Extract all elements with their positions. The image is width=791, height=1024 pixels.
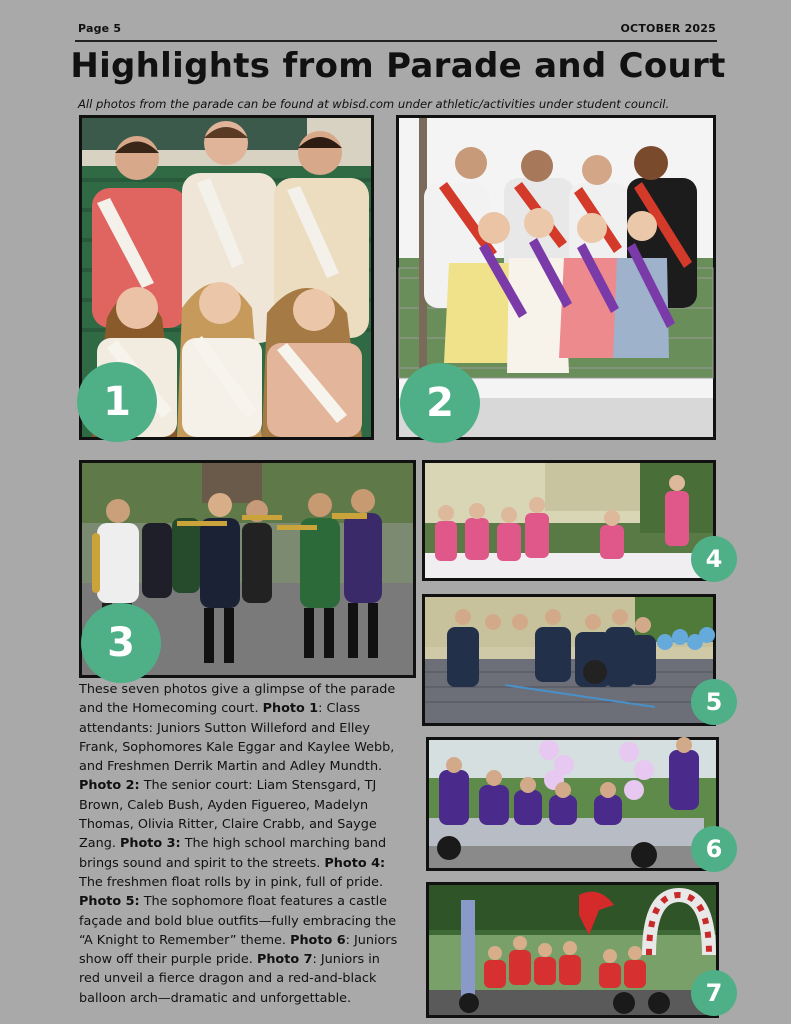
photo-5-number-badge: 5 [691, 679, 737, 725]
photo-6-junior-float [426, 737, 723, 871]
page-subtitle: All photos from the parade can be found at wbisd.com under athletic/activities under student council. [78, 97, 670, 111]
caption-photo-2-text: The senior court: Liam Stensgard, TJ Brown, Caleb Bush, Ayden Figuereo, Madelyn Thomas, Olivia Ritter, Claire Crabb, and Sayge Zang. [79, 778, 377, 852]
caption-photo-5-label: Photo 5: [79, 894, 140, 910]
caption-photo-2-label: Photo 2: [79, 778, 140, 794]
photo-1-class-attendants [79, 115, 374, 440]
page-title: Highlights from Parade and Court [70, 46, 726, 86]
header-rule [75, 40, 717, 42]
caption-intro: These seven photos give a glimpse of the parade and the Homecoming court. [79, 682, 396, 717]
caption-photo-1-label: Photo 1 [262, 701, 319, 717]
caption-photo-3-text: The high school marching band brings sound and spirit to the streets. [79, 836, 387, 871]
photo-7-image [429, 885, 716, 1015]
photo-4-number-badge: 4 [691, 536, 737, 582]
photo-4-freshmen-float [422, 460, 723, 581]
photo-7-number-badge: 7 [691, 970, 737, 1016]
photo-2-number-badge: 2 [400, 363, 480, 443]
photo-6-number-badge: 6 [691, 826, 737, 872]
caption-photo-4-label: Photo 4: [324, 855, 386, 871]
photo-3-marching-band [79, 460, 416, 678]
caption-photo-4-text: The freshmen float rolls by in pink, full of pride. [79, 874, 384, 890]
photo-6-image [429, 740, 716, 868]
issue-date: OCTOBER 2025 [620, 22, 716, 35]
photo-2-senior-court [396, 115, 716, 440]
caption-photo-3-label: Photo 3: [119, 836, 181, 852]
photo-3-number-badge: 3 [81, 603, 161, 683]
photo-7-junior-dragon [426, 882, 723, 1018]
photo-1-number-badge: 1 [77, 362, 157, 442]
page-number: Page 5 [78, 22, 122, 35]
caption-photo-7-label: Photo 7 [256, 952, 313, 968]
caption-photo-7-text: : Juniors in red unveil a fierce dragon and a red-and-black balloon arch—dramatic and unforgettable. [79, 952, 380, 1006]
caption-photo-1-text: : Class attendants: Juniors Sutton Willeford and Elley Frank, Sophomores Kale Eggar and Kaylee Webb, and Freshmen Derrik Martin and Adley Mundth. [79, 701, 395, 775]
photo-5-sophomore-float [422, 594, 723, 726]
photo-4-image [425, 463, 713, 578]
photo-captions [79, 680, 399, 1008]
caption-photo-5-text: The sophomore float features a castle façade and bold blue outfits—fully embracing the “A Knight to Remember” theme. [79, 894, 397, 948]
caption-photo-6-text: : Juniors show off their purple pride. [79, 932, 398, 968]
photo-5-image [425, 597, 713, 723]
caption-photo-6-label: Photo 6 [290, 932, 346, 948]
